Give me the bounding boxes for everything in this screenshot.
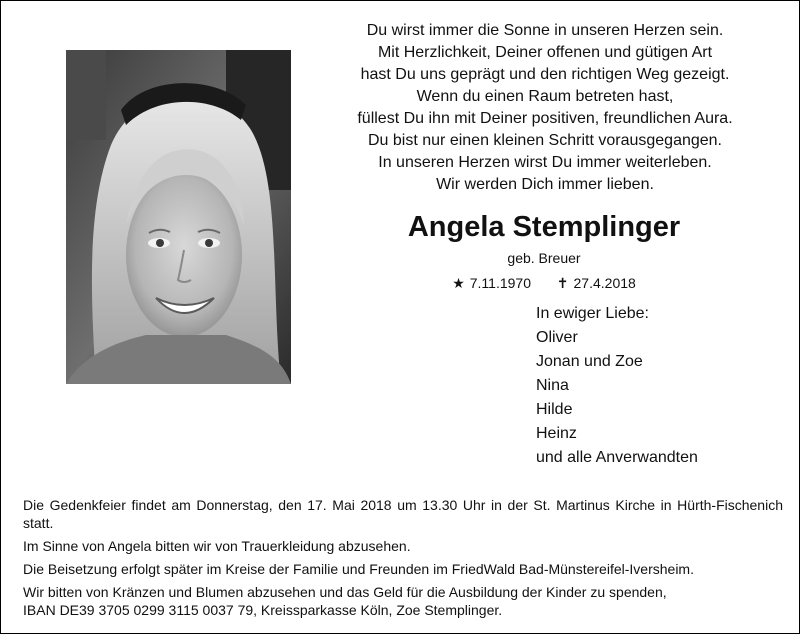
- poem-line: In unseren Herzen wirst Du immer weiterleben.: [378, 154, 712, 171]
- birth-star-icon: ★: [452, 275, 465, 291]
- death-cross-icon: ✝: [556, 275, 569, 291]
- clothing-notice: Im Sinne von Angela bitten wir von Trauerkleidung abzusehen.: [23, 538, 411, 554]
- birth-name: geb. Breuer: [507, 250, 581, 266]
- mourner-name: Hilde: [536, 401, 573, 418]
- donation-request: Wir bitten von Kränzen und Blumen abzusehen und das Geld für die Ausbildung der Kinder zu spenden,: [23, 584, 667, 600]
- mourner-name: Nina: [536, 377, 569, 394]
- poem-line: hast Du uns geprägt und den richtigen Weg gezeigt.: [360, 66, 730, 83]
- donation-notice: [23, 583, 783, 619]
- mourners-heading: In ewiger Liebe:: [536, 305, 649, 322]
- poem-line: Mit Herzlichkeit, Deiner offenen und gütigen Art: [377, 44, 713, 61]
- portrait-image: [66, 50, 291, 384]
- burial-notice: Die Beisetzung erfolgt später im Kreise der Familie und Freunden im FriedWald Bad-Münstereifel-Iversheim.: [23, 561, 694, 577]
- service-notices: [23, 496, 783, 624]
- mourner-name: Heinz: [536, 425, 577, 442]
- memorial-poem: [300, 20, 790, 196]
- portrait-photo: [66, 50, 291, 384]
- poem-line: Wenn du einen Raum betreten hast,: [416, 88, 674, 105]
- mourner-name: Oliver: [536, 329, 578, 346]
- mourner-name: Jonan und Zoe: [536, 353, 643, 370]
- mourner-name: und alle Anverwandten: [536, 449, 698, 466]
- deceased-name: Angela Stemplinger: [407, 211, 681, 243]
- poem-line: Wir werden Dich immer lieben.: [436, 176, 654, 193]
- donation-bank-details: IBAN DE39 3705 0299 3115 0037 79, Kreissparkasse Köln, Zoe Stemplinger.: [23, 602, 503, 618]
- death-date: 27.4.2018: [573, 275, 636, 291]
- poem-line: Du bist nur einen kleinen Schritt vorausgegangen.: [368, 132, 722, 149]
- mourners-list: [536, 302, 786, 470]
- poem-line: füllest Du ihn mit Deiner positiven, freundlichen Aura.: [357, 110, 733, 127]
- poem-line: Du wirst immer die Sonne in unseren Herzen sein.: [366, 22, 724, 39]
- life-dates: [300, 274, 788, 292]
- birth-date: 7.11.1970: [469, 275, 531, 291]
- memorial-notice: Die Gedenkfeier findet am Donnerstag, den 17. Mai 2018 um 13.30 Uhr in der St. Martinus Kirche in Hürth-Fischenich statt.: [23, 497, 783, 531]
